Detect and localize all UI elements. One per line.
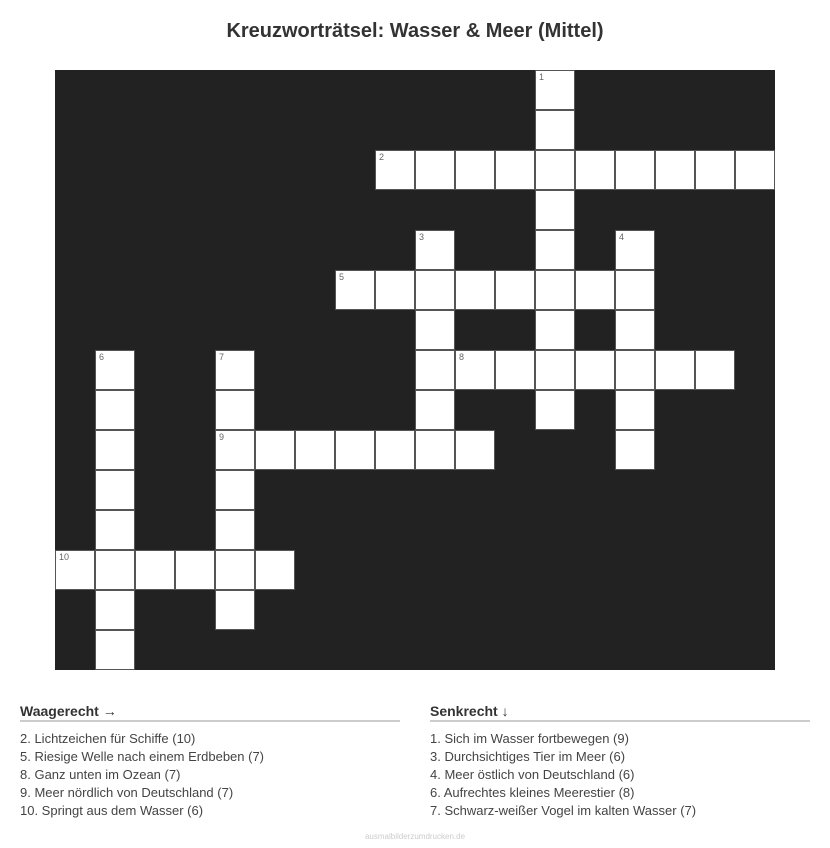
crossword-cell[interactable] [95,550,135,590]
crossword-cell[interactable] [215,510,255,550]
page-title: Kreuzworträtsel: Wasser & Meer (Mittel) [226,20,604,42]
crossword-cell[interactable] [455,270,495,310]
down-heading: Senkrecht ↓ [430,703,810,722]
clue-number: 4 [619,232,625,242]
crossword-cell[interactable] [615,430,655,470]
crossword-cell[interactable] [95,470,135,510]
crossword-cell[interactable] [415,350,455,390]
clue-number: 7 [219,352,225,362]
clue-number: 8 [459,352,465,362]
crossword-cell[interactable] [535,110,575,150]
crossword-cell[interactable] [575,350,615,390]
clue-across-8: 8. Ganz unten im Ozean (7) [20,767,181,782]
crossword-cell[interactable] [95,630,135,670]
clue-number: 10 [59,552,70,562]
crossword-cell[interactable] [215,470,255,510]
down-clues-section [430,703,810,820]
crossword-cell[interactable] [655,350,695,390]
clue-down-1: 1. Sich im Wasser fortbewegen (9) [430,731,629,746]
crossword-cell[interactable] [495,350,535,390]
crossword-cell[interactable] [335,270,375,310]
crossword-cell[interactable] [615,350,655,390]
crossword-cell[interactable] [215,390,255,430]
crossword-cell[interactable] [695,350,735,390]
crossword-cell[interactable] [455,430,495,470]
clue-across-10: 10. Springt aus dem Wasser (6) [20,803,204,818]
crossword-cell[interactable] [335,430,375,470]
clue-across-9: 9. Meer nördlich von Deutschland (7) [20,785,234,800]
clue-number: 2 [379,152,385,162]
crossword-cell[interactable] [615,150,655,190]
site-credit: ausmalbilderzumdrucken.de [364,832,466,841]
crossword-cell[interactable] [495,270,535,310]
crossword-cell[interactable] [575,270,615,310]
clue-down-3: 3. Durchsichtiges Tier im Meer (6) [430,749,626,764]
crossword-cell[interactable] [535,150,575,190]
crossword-cell[interactable] [175,550,215,590]
crossword-grid [55,70,775,670]
clue-down-4: 4. Meer östlich von Deutschland (6) [430,767,635,782]
crossword-cell[interactable] [535,350,575,390]
crossword-cell[interactable] [495,150,535,190]
crossword-cell[interactable] [535,390,575,430]
crossword-cell[interactable] [415,270,455,310]
crossword-cell[interactable] [375,270,415,310]
crossword-cell[interactable] [95,390,135,430]
crossword-cell[interactable] [535,230,575,270]
crossword-cell[interactable] [615,270,655,310]
crossword-cell[interactable] [735,150,775,190]
clue-down-7: 7. Schwarz-weißer Vogel im kalten Wasser (7) [430,803,697,818]
crossword-cell[interactable] [215,550,255,590]
crossword-cell[interactable] [215,350,255,390]
clue-number: 3 [419,232,425,242]
clue-number: 9 [219,432,225,442]
crossword-cell[interactable] [415,390,455,430]
crossword-cell[interactable] [455,150,495,190]
crossword-cell[interactable] [415,430,455,470]
across-heading: Waagerecht → [20,703,400,722]
crossword-cell[interactable] [455,350,495,390]
crossword-cell[interactable] [695,150,735,190]
crossword-cell[interactable] [535,310,575,350]
clue-number: 5 [339,272,345,282]
crossword-cell[interactable] [55,550,95,590]
crossword-cell[interactable] [535,70,575,110]
crossword-cell[interactable] [535,190,575,230]
crossword-cell[interactable] [95,590,135,630]
crossword-cell[interactable] [375,150,415,190]
crossword-cell[interactable] [255,430,295,470]
crossword-cell[interactable] [615,230,655,270]
crossword-cell[interactable] [95,510,135,550]
clue-down-6: 6. Aufrechtes kleines Meerestier (8) [430,785,635,800]
crossword-cell[interactable] [415,310,455,350]
crossword-cell[interactable] [575,150,615,190]
clue-number: 1 [539,72,545,82]
crossword-cell[interactable] [215,430,255,470]
crossword-cell[interactable] [375,430,415,470]
crossword-cell[interactable] [415,150,455,190]
crossword-cell[interactable] [215,590,255,630]
clue-number: 6 [99,352,105,362]
clue-across-5: 5. Riesige Welle nach einem Erdbeben (7) [20,749,265,764]
down-clue-list [430,730,810,820]
crossword-cell[interactable] [615,390,655,430]
crossword-cell[interactable] [255,550,295,590]
crossword-cell[interactable] [655,150,695,190]
across-clues-section [20,703,400,820]
crossword-cell[interactable] [295,430,335,470]
crossword-cell[interactable] [95,350,135,390]
crossword-cell[interactable] [535,270,575,310]
clue-across-2: 2. Lichtzeichen für Schiffe (10) [20,731,196,746]
crossword-cell[interactable] [415,230,455,270]
across-clue-list [20,730,400,820]
crossword-cell[interactable] [615,310,655,350]
crossword-cell[interactable] [135,550,175,590]
crossword-cell[interactable] [95,430,135,470]
